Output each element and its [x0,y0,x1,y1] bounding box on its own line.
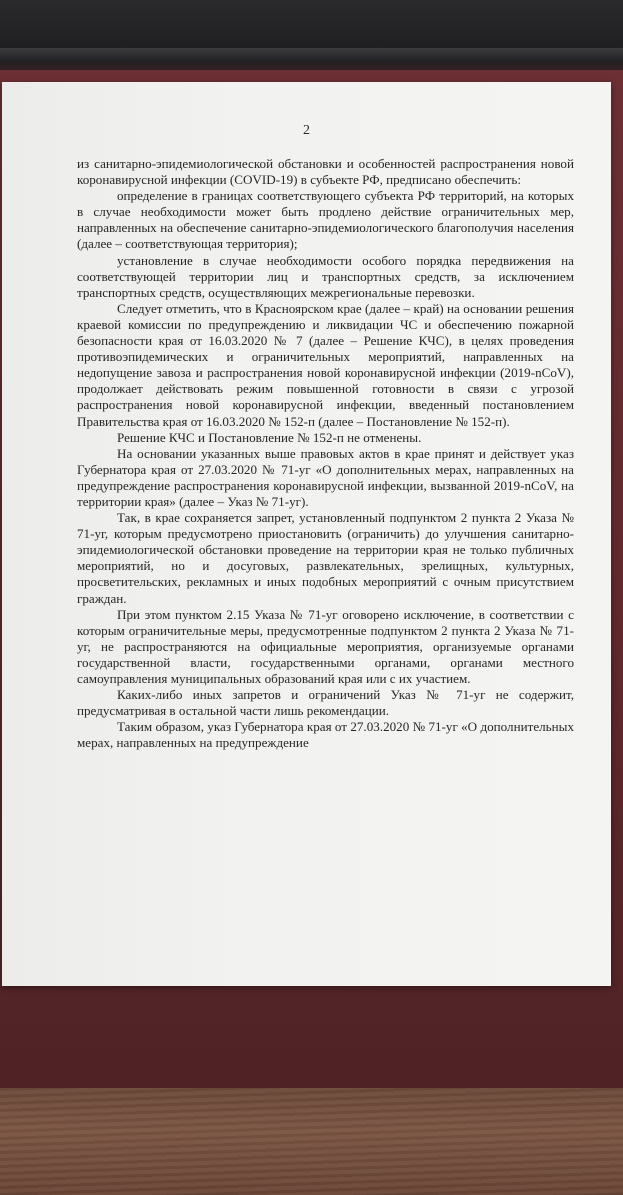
background-dark-surface [0,0,623,78]
paragraph: Каких-либо иных запретов и ограничений Указ № 71-уг не содержит, предусматривая в остальной части лишь рекомендации. [77,687,574,719]
paragraph: из санитарно-эпидемиологической обстановки и особенностей распространения новой коронавирусной инфекции (COVID-19) в субъекте РФ, предписано обеспечить: [77,156,574,188]
document-body [77,156,574,751]
paragraph: На основании указанных выше правовых актов в крае принят и действует указ Губернатора края от 27.03.2020 № 71-уг «О дополнительных мерах, направленных на предупреждение распространения коронавирусной инфекции, вызванной 2019-nCoV, на территории края» (далее – Указ № 71-уг). [77,445,574,509]
document-page [2,82,611,986]
paragraph: определение в границах соответствующего субъекта РФ территорий, на которых в случае необходимости может быть продлено действие ограничительных мер, направленных на обеспечение санитарно-эпидемиологического благополучия населения (далее – соответствующая территория); [77,188,574,252]
background-table [0,1088,623,1195]
page-number: 2 [303,123,310,138]
paragraph: Так, в крае сохраняется запрет, установленный подпунктом 2 пункта 2 Указа № 71-уг, которым предусмотрено приостановить (ограничить) до улучшения санитарно-эпидемиологической обстановки проведение на территории края не только публичных мероприятий, но и досуговых, развлекательных, зрелищных, культурных, просветительских, рекламных и иных подобных мероприятий с очным присутствием граждан. [77,510,574,606]
paragraph: Следует отметить, что в Красноярском крае (далее – край) на основании решения краевой комиссии по предупреждению и ликвидации ЧС и обеспечению пожарной безопасности края от 16.03.2020 № 7 (далее – Решение КЧС), в целях проведения противоэпидемических и ограничительных мероприятий, направленных на недопущение завоза и распространения новой коронавирусной инфекции (2019-nCoV), продолжает действовать режим повышенной готовности в связи с угрозой распространения новой коронавирусной инфекции, введенный постановлением Правительства края от 16.03.2020 № 152-п (далее – Постановление № 152-п). [77,300,574,429]
paragraph: При этом пунктом 2.15 Указа № 71-уг оговорено исключение, в соответствии с которым ограничительные меры, предусмотренные подпунктом 2 пункта 2 Указа № 71-уг, не распространяются на официальные мероприятия, организуемые органами государственной власти, государственными органами, органами местного самоуправления муниципальных образований края или с их участием. [77,606,574,686]
paragraph: Решение КЧС и Постановление № 152-п не отменены. [117,429,422,445]
background-edge [0,48,623,62]
paragraph: Таким образом, указ Губернатора края от 27.03.2020 № 71-уг «О дополнительных мерах, направленных на предупреждение [77,719,574,751]
paragraph: установление в случае необходимости особого порядка передвижения на соответствующей территории лиц и транспортных средств, за исключением транспортных средств, осуществляющих межрегиональные перевозки. [77,252,574,300]
